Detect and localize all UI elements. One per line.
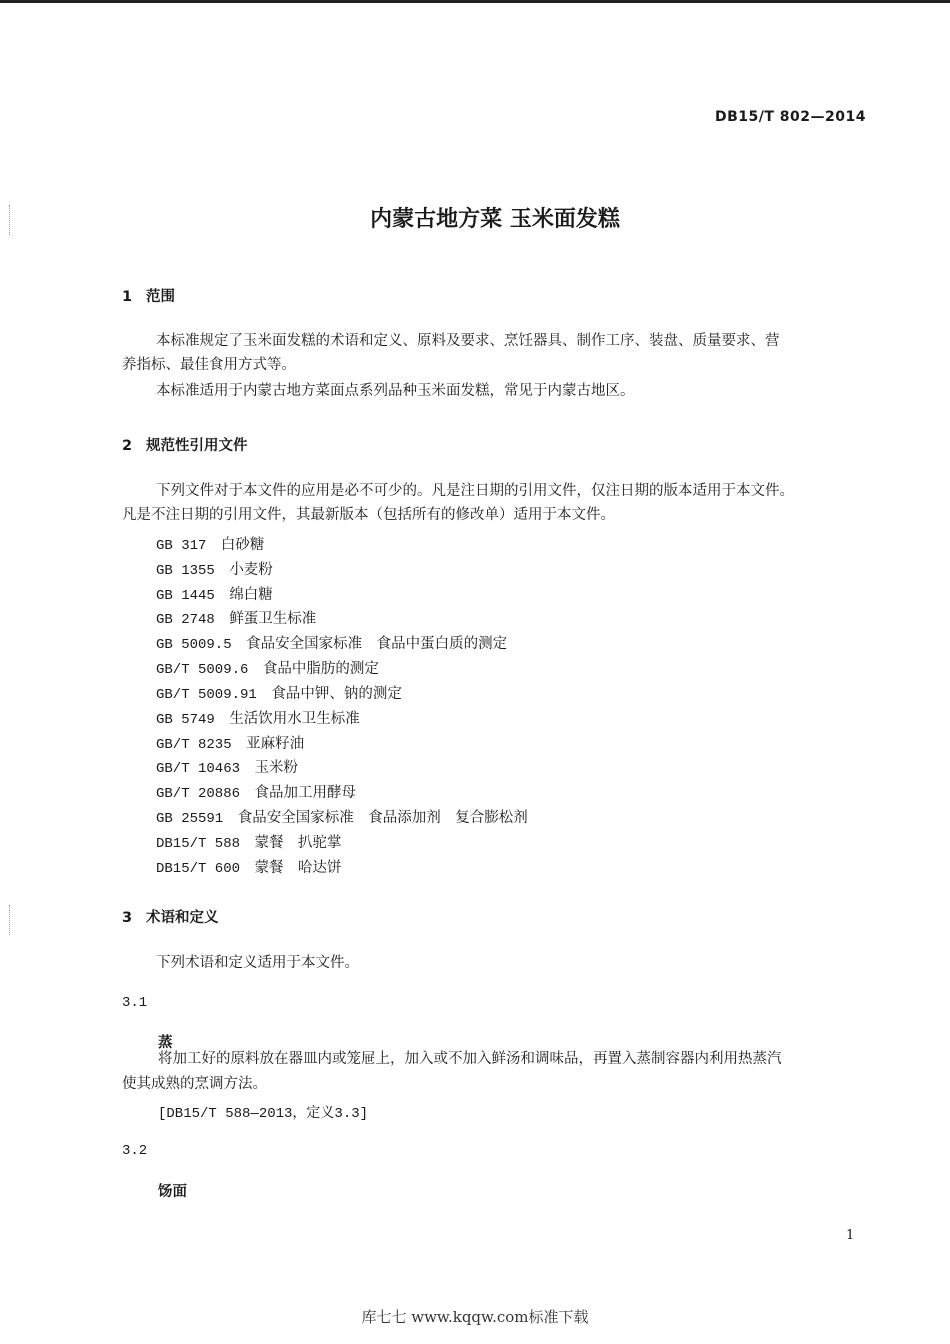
reference-name: 白砂糖 [220, 537, 265, 553]
reference-item [156, 533, 264, 554]
section-title: 规范性引用文件 [146, 438, 248, 454]
reference-code: DB15/T 588 [156, 836, 241, 852]
reference-code: GB/T 5009.6 [156, 662, 249, 678]
scope-paragraph-1-line-2: 养指标、最佳食用方式等。 [122, 357, 296, 373]
term-3-1-definition-line-2: 使其成熟的烹调方法。 [122, 1076, 267, 1092]
reference-code: GB/T 5009.91 [156, 687, 257, 703]
page-title: 内蒙古地方菜 玉米面发糕 [370, 207, 620, 232]
term-3-2-name: 饧面 [158, 1184, 187, 1200]
reference-name: 鲜蛋卫生标准 [229, 611, 317, 627]
reference-name: 食品中钾、钠的测定 [271, 686, 402, 702]
reference-name: 绵白糖 [229, 587, 273, 603]
section-number: 2 [122, 438, 133, 454]
reference-item [156, 806, 528, 827]
reference-item [156, 607, 316, 628]
reference-item [156, 831, 342, 852]
reference-item [156, 558, 273, 579]
reference-name: 食品安全国家标准 食品中蛋白质的测定 [246, 636, 508, 652]
references-intro-line-2: 凡是不注日期的引用文件，其最新版本（包括所有的修改单）适用于本文件。 [122, 507, 615, 523]
term-3-2-number: 3.2 [122, 1143, 148, 1159]
reference-code: GB 317 [156, 538, 207, 554]
reference-item [156, 756, 298, 777]
section-title: 术语和定义 [146, 910, 219, 926]
reference-item [156, 707, 360, 728]
reference-item [156, 682, 402, 703]
reference-item [156, 583, 273, 604]
reference-code: GB 5749 [156, 712, 215, 728]
reference-code: DB15/T 600 [156, 861, 241, 877]
reference-name: 食品安全国家标准 食品添加剂 复合膨松剂 [237, 810, 528, 826]
reference-item [156, 632, 507, 653]
section-1-heading [122, 285, 175, 306]
section-number: 1 [122, 289, 133, 305]
reference-item [156, 657, 379, 678]
reference-name: 生活饮用水卫生标准 [229, 711, 360, 727]
footer-watermark: 库七七 www.kqqw.com标准下载 [361, 1308, 589, 1326]
reference-name: 亚麻籽油 [246, 736, 305, 752]
reference-code: GB/T 20886 [156, 786, 241, 802]
term-3-1-number: 3.1 [122, 995, 148, 1011]
reference-name: 小麦粉 [229, 562, 273, 578]
term-3-1-source: [DB15/T 588—2013，定义3.3] [158, 1106, 369, 1122]
reference-code: GB/T 10463 [156, 761, 241, 777]
section-number: 3 [122, 910, 133, 926]
page-number: 1 [846, 1228, 855, 1243]
reference-code: GB 1445 [156, 588, 215, 604]
scope-paragraph-2: 本标准适用于内蒙古地方菜面点系列品种玉米面发糕，常见于内蒙古地区。 [156, 383, 635, 399]
reference-name: 食品加工用酵母 [254, 785, 357, 801]
section-2-heading [122, 434, 248, 455]
reference-name: 蒙餐 扒驼掌 [254, 835, 342, 851]
section-3-heading [122, 906, 219, 927]
document-number: DB15/T 802—2014 [715, 109, 866, 125]
reference-code: GB 25591 [156, 811, 224, 827]
reference-item [156, 732, 304, 753]
reference-item [156, 781, 356, 802]
reference-name: 食品中脂肪的测定 [262, 661, 379, 677]
reference-item [156, 856, 342, 877]
reference-name: 蒙餐 哈达饼 [254, 860, 342, 876]
term-3-1-definition-line-1: 将加工好的原料放在器皿内或笼屉上，加入或不加入鲜汤和调味品，再置入蒸制容器内利用热蒸汽 [158, 1051, 782, 1067]
scan-margin-marks [9, 905, 11, 935]
reference-code: GB 5009.5 [156, 637, 232, 653]
top-border-line [0, 0, 950, 3]
term-3-1-name: 蒸 [158, 1035, 173, 1051]
reference-code: GB 1355 [156, 563, 215, 579]
reference-name: 玉米粉 [254, 760, 299, 776]
references-intro-line-1: 下列文件对于本文件的应用是必不可少的。凡是注日期的引用文件，仅注日期的版本适用于本文件。 [156, 483, 794, 499]
terms-intro: 下列术语和定义适用于本文件。 [156, 955, 359, 971]
section-title: 范围 [146, 289, 175, 305]
reference-code: GB 2748 [156, 612, 215, 628]
reference-code: GB/T 8235 [156, 737, 232, 753]
scope-paragraph-1-line-1: 本标准规定了玉米面发糕的术语和定义、原料及要求、烹饪器具、制作工序、装盘、质量要求、营 [156, 333, 780, 349]
